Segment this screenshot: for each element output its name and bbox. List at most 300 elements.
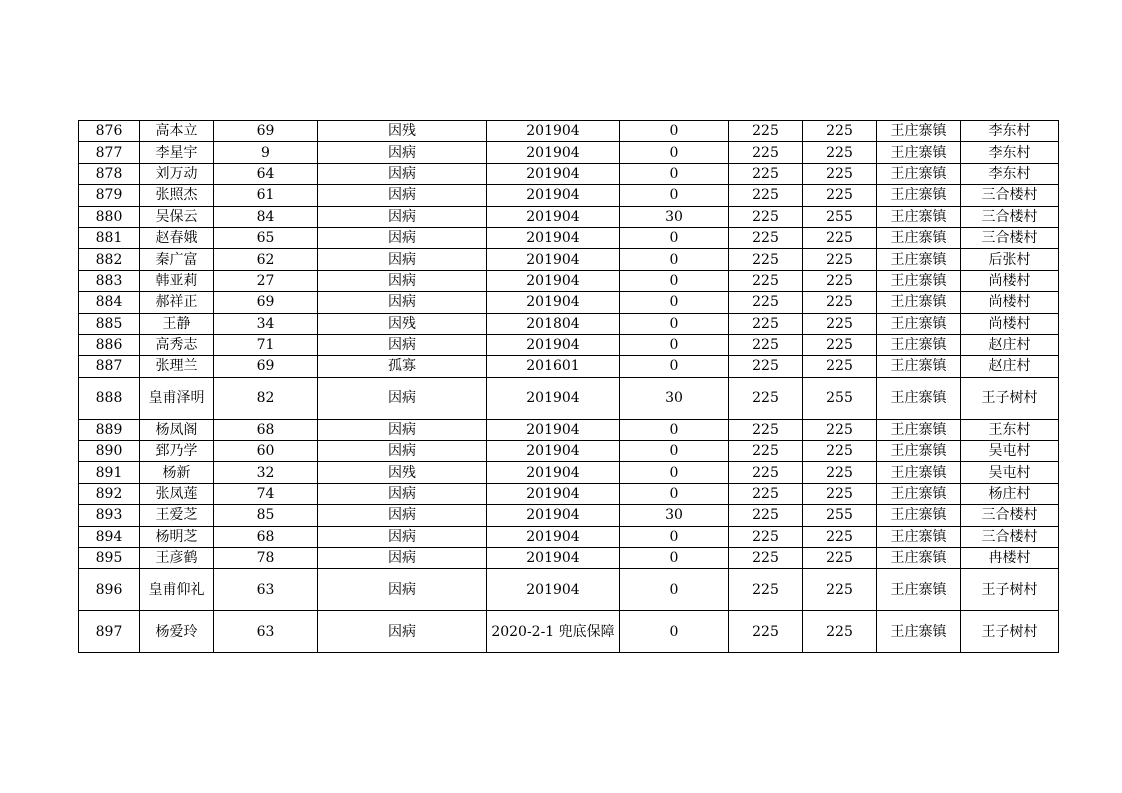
town-cell-text: 王庄寨镇 [890,144,947,161]
extra-amount-cell [620,505,729,526]
reason-cell [318,163,487,184]
age-cell-text: 27 [256,272,275,289]
age-cell-text: 32 [256,464,275,481]
base-amount-cell-text: 225 [752,230,779,247]
village-cell-text: 杨庄村 [988,486,1031,503]
total-amount-cell-text: 225 [826,144,853,161]
name-cell [140,292,214,313]
town-cell-text: 王庄寨镇 [890,623,947,640]
name-cell-text: 刘万动 [155,165,198,182]
date-cell-text: 2020-2-1 兜底保障 [491,623,615,640]
total-amount-cell [803,313,877,334]
row-number-cell [79,270,140,291]
total-amount-cell [803,292,877,313]
village-cell [961,142,1059,163]
town-cell-text: 王庄寨镇 [890,550,947,567]
table-row [79,163,1059,184]
name-cell-text: 张理兰 [155,358,198,375]
total-amount-cell-text: 225 [826,528,853,545]
total-amount-cell-text: 225 [826,421,853,438]
base-amount-cell [729,249,803,270]
table-row [79,121,1059,142]
base-amount-cell-text: 225 [752,272,779,289]
name-cell [140,121,214,142]
name-cell-text: 高本立 [155,123,198,140]
date-cell [487,163,620,184]
extra-amount-cell-text: 0 [669,230,679,247]
town-cell [877,142,961,163]
base-amount-cell-text: 225 [752,464,779,481]
total-amount-cell-text: 255 [826,507,853,524]
date-cell-text: 201904 [526,251,580,268]
village-cell-text: 李东村 [988,165,1031,182]
village-cell-text: 王子树村 [981,623,1038,640]
village-cell [961,163,1059,184]
village-cell-text: 李东村 [988,144,1031,161]
extra-amount-cell [620,334,729,355]
name-cell [140,505,214,526]
total-amount-cell [803,270,877,291]
age-cell [214,163,318,184]
date-cell [487,227,620,248]
base-amount-cell-text: 225 [752,315,779,332]
row-number-cell-text: 896 [95,581,123,598]
row-number-cell-text: 894 [95,528,123,545]
extra-amount-cell [620,292,729,313]
reason-cell [318,185,487,206]
total-amount-cell [803,377,877,419]
reason-cell-text: 因病 [388,443,416,460]
total-amount-cell-text: 255 [826,208,853,225]
village-cell-text: 尚楼村 [988,315,1031,332]
table-row [79,569,1059,611]
age-cell [214,313,318,334]
total-amount-cell [803,483,877,504]
reason-cell [318,419,487,440]
row-number-cell [79,334,140,355]
date-cell [487,313,620,334]
reason-cell-text: 因病 [388,421,416,438]
village-cell [961,526,1059,547]
name-cell-text: 韩亚莉 [155,272,198,289]
reason-cell-text: 因残 [388,464,416,481]
extra-amount-cell-text: 30 [665,208,683,225]
base-amount-cell-text: 225 [752,507,779,524]
village-cell-text: 王子树村 [981,581,1038,598]
total-amount-cell [803,505,877,526]
name-cell-text: 杨明芝 [155,528,198,545]
extra-amount-cell [620,419,729,440]
total-amount-cell-text: 225 [826,230,853,247]
date-cell [487,483,620,504]
town-cell-text: 王庄寨镇 [890,165,947,182]
date-cell-text: 201904 [526,208,580,225]
extra-amount-cell [620,142,729,163]
row-number-cell-text: 886 [95,337,123,354]
table-row [79,377,1059,419]
village-cell-text: 王子树村 [981,390,1038,407]
total-amount-cell [803,121,877,142]
date-cell [487,569,620,611]
row-number-cell [79,163,140,184]
date-cell [487,377,620,419]
reason-cell [318,313,487,334]
base-amount-cell [729,356,803,377]
total-amount-cell [803,163,877,184]
age-cell-text: 84 [256,208,275,225]
village-cell [961,548,1059,569]
extra-amount-cell-text: 0 [669,421,679,438]
date-cell [487,121,620,142]
town-cell-text: 王庄寨镇 [890,123,947,140]
extra-amount-cell [620,249,729,270]
base-amount-cell-text: 225 [752,486,779,503]
village-cell [961,356,1059,377]
extra-amount-cell-text: 0 [669,165,679,182]
village-cell-text: 吴屯村 [988,464,1031,481]
table-row [79,334,1059,355]
table-row [79,142,1059,163]
name-cell-text: 王彦鹤 [155,550,198,567]
date-cell-text: 201904 [526,165,580,182]
extra-amount-cell [620,356,729,377]
reason-cell [318,569,487,611]
total-amount-cell [803,334,877,355]
base-amount-cell-text: 225 [752,581,779,598]
extra-amount-cell-text: 0 [669,251,679,268]
town-cell [877,505,961,526]
reason-cell-text: 因病 [388,507,416,524]
village-cell [961,462,1059,483]
data-table [78,120,1059,653]
age-cell-text: 68 [256,421,275,438]
base-amount-cell-text: 225 [752,187,779,204]
name-cell [140,526,214,547]
base-amount-cell [729,462,803,483]
reason-cell [318,121,487,142]
age-cell-text: 82 [256,390,275,407]
town-cell [877,377,961,419]
row-number-cell-text: 884 [95,294,123,311]
town-cell-text: 王庄寨镇 [890,230,947,247]
extra-amount-cell [620,569,729,611]
reason-cell [318,142,487,163]
village-cell-text: 冉楼村 [988,550,1031,567]
age-cell-text: 34 [256,315,275,332]
name-cell-text: 杨凤阁 [155,421,198,438]
table-row [79,270,1059,291]
base-amount-cell [729,142,803,163]
name-cell [140,313,214,334]
town-cell [877,611,961,653]
village-cell [961,121,1059,142]
date-cell [487,249,620,270]
name-cell-text: 杨爱玲 [155,623,198,640]
town-cell [877,569,961,611]
name-cell-text: 张照杰 [155,187,198,204]
document-page [78,120,1058,653]
extra-amount-cell-text: 0 [669,443,679,460]
age-cell-text: 60 [256,443,275,460]
base-amount-cell-text: 225 [752,208,779,225]
reason-cell [318,505,487,526]
name-cell [140,249,214,270]
reason-cell [318,356,487,377]
extra-amount-cell [620,185,729,206]
date-cell [487,292,620,313]
name-cell [140,185,214,206]
date-cell [487,356,620,377]
row-number-cell [79,227,140,248]
name-cell-text: 杨新 [162,464,191,481]
town-cell-text: 王庄寨镇 [890,337,947,354]
town-cell-text: 王庄寨镇 [890,528,947,545]
reason-cell-text: 因病 [388,623,416,640]
age-cell [214,548,318,569]
reason-cell-text: 孤寡 [388,358,416,375]
total-amount-cell-text: 255 [826,390,853,407]
extra-amount-cell-text: 0 [669,550,679,567]
date-cell [487,505,620,526]
date-cell [487,334,620,355]
age-cell [214,419,318,440]
extra-amount-cell [620,206,729,227]
extra-amount-cell [620,121,729,142]
extra-amount-cell [620,611,729,653]
town-cell [877,163,961,184]
date-cell [487,611,620,653]
age-cell [214,505,318,526]
row-number-cell [79,377,140,419]
village-cell [961,227,1059,248]
extra-amount-cell [620,270,729,291]
extra-amount-cell-text: 0 [669,294,679,311]
town-cell-text: 王庄寨镇 [890,443,947,460]
village-cell [961,206,1059,227]
name-cell-text: 郝祥正 [155,294,198,311]
extra-amount-cell [620,377,729,419]
row-number-cell-text: 883 [95,272,123,289]
base-amount-cell [729,270,803,291]
age-cell-text: 85 [256,507,275,524]
extra-amount-cell [620,227,729,248]
row-number-cell [79,462,140,483]
town-cell [877,121,961,142]
reason-cell [318,292,487,313]
name-cell [140,142,214,163]
row-number-cell [79,185,140,206]
date-cell-text: 201904 [526,528,580,545]
row-number-cell [79,441,140,462]
total-amount-cell [803,441,877,462]
town-cell [877,292,961,313]
extra-amount-cell [620,483,729,504]
town-cell [877,419,961,440]
row-number-cell [79,483,140,504]
name-cell [140,611,214,653]
village-cell [961,292,1059,313]
name-cell [140,419,214,440]
name-cell [140,206,214,227]
reason-cell [318,249,487,270]
reason-cell [318,377,487,419]
date-cell-text: 201904 [526,581,580,598]
reason-cell-text: 因病 [388,486,416,503]
age-cell [214,142,318,163]
village-cell [961,419,1059,440]
base-amount-cell [729,227,803,248]
base-amount-cell-text: 225 [752,358,779,375]
row-number-cell-text: 890 [95,443,123,460]
name-cell-text: 李星宇 [155,144,198,161]
base-amount-cell-text: 225 [752,337,779,354]
row-number-cell-text: 887 [95,358,123,375]
row-number-cell [79,121,140,142]
extra-amount-cell-text: 0 [669,623,679,640]
row-number-cell-text: 877 [95,144,123,161]
total-amount-cell [803,462,877,483]
age-cell-text: 9 [261,144,270,161]
total-amount-cell-text: 225 [826,315,853,332]
base-amount-cell [729,163,803,184]
village-cell-text: 尚楼村 [988,272,1031,289]
row-number-cell [79,292,140,313]
age-cell-text: 64 [256,165,275,182]
age-cell-text: 74 [256,486,275,503]
base-amount-cell-text: 225 [752,623,779,640]
town-cell [877,313,961,334]
town-cell [877,548,961,569]
total-amount-cell-text: 225 [826,251,853,268]
reason-cell [318,526,487,547]
row-number-cell-text: 876 [95,123,123,140]
town-cell-text: 王庄寨镇 [890,358,947,375]
town-cell-text: 王庄寨镇 [890,486,947,503]
town-cell-text: 王庄寨镇 [890,272,947,289]
row-number-cell [79,142,140,163]
base-amount-cell-text: 225 [752,550,779,567]
row-number-cell [79,505,140,526]
date-cell [487,185,620,206]
extra-amount-cell-text: 0 [669,358,679,375]
reason-cell [318,441,487,462]
name-cell-text: 秦广富 [155,251,198,268]
date-cell-text: 201904 [526,144,580,161]
age-cell-text: 78 [256,550,275,567]
total-amount-cell-text: 225 [826,337,853,354]
extra-amount-cell-text: 0 [669,187,679,204]
table-row [79,206,1059,227]
base-amount-cell [729,441,803,462]
date-cell-text: 201904 [526,486,580,503]
age-cell [214,377,318,419]
town-cell [877,185,961,206]
reason-cell [318,611,487,653]
row-number-cell [79,313,140,334]
town-cell [877,334,961,355]
name-cell-text: 王爱芝 [155,507,198,524]
town-cell [877,462,961,483]
row-number-cell-text: 878 [95,165,123,182]
row-number-cell [79,356,140,377]
date-cell-text: 201904 [526,337,580,354]
name-cell [140,462,214,483]
age-cell-text: 61 [256,187,275,204]
total-amount-cell-text: 225 [826,550,853,567]
row-number-cell-text: 893 [95,507,123,524]
date-cell [487,462,620,483]
total-amount-cell-text: 225 [826,623,853,640]
table-row [79,526,1059,547]
row-number-cell [79,548,140,569]
date-cell-text: 201904 [526,464,580,481]
name-cell-text: 皇甫仰礼 [148,581,205,598]
town-cell-text: 王庄寨镇 [890,421,947,438]
base-amount-cell-text: 225 [752,123,779,140]
table-row [79,292,1059,313]
base-amount-cell [729,206,803,227]
name-cell [140,441,214,462]
date-cell [487,270,620,291]
table-row [79,611,1059,653]
extra-amount-cell-text: 0 [669,581,679,598]
extra-amount-cell-text: 0 [669,464,679,481]
total-amount-cell-text: 225 [826,165,853,182]
age-cell-text: 69 [256,358,275,375]
total-amount-cell [803,185,877,206]
town-cell-text: 王庄寨镇 [890,294,947,311]
age-cell-text: 65 [256,230,275,247]
reason-cell [318,483,487,504]
name-cell [140,548,214,569]
reason-cell-text: 因病 [388,581,416,598]
town-cell-text: 王庄寨镇 [890,581,947,598]
town-cell-text: 王庄寨镇 [890,208,947,225]
total-amount-cell-text: 225 [826,358,853,375]
village-cell [961,611,1059,653]
row-number-cell [79,569,140,611]
town-cell [877,206,961,227]
base-amount-cell [729,505,803,526]
age-cell [214,121,318,142]
row-number-cell-text: 895 [95,550,123,567]
age-cell [214,483,318,504]
reason-cell [318,334,487,355]
row-number-cell-text: 879 [95,187,123,204]
village-cell-text: 三合楼村 [981,187,1038,204]
reason-cell-text: 因病 [388,230,416,247]
age-cell [214,185,318,206]
total-amount-cell-text: 225 [826,123,853,140]
age-cell [214,526,318,547]
date-cell-text: 201904 [526,443,580,460]
town-cell-text: 王庄寨镇 [890,187,947,204]
total-amount-cell [803,206,877,227]
reason-cell-text: 因病 [388,528,416,545]
table-row [79,227,1059,248]
village-cell [961,441,1059,462]
base-amount-cell [729,377,803,419]
age-cell [214,356,318,377]
base-amount-cell-text: 225 [752,443,779,460]
row-number-cell-text: 889 [95,421,123,438]
total-amount-cell-text: 225 [826,272,853,289]
name-cell [140,227,214,248]
row-number-cell-text: 892 [95,486,123,503]
total-amount-cell [803,249,877,270]
name-cell-text: 皇甫泽明 [148,390,205,407]
date-cell-text: 201904 [526,187,580,204]
